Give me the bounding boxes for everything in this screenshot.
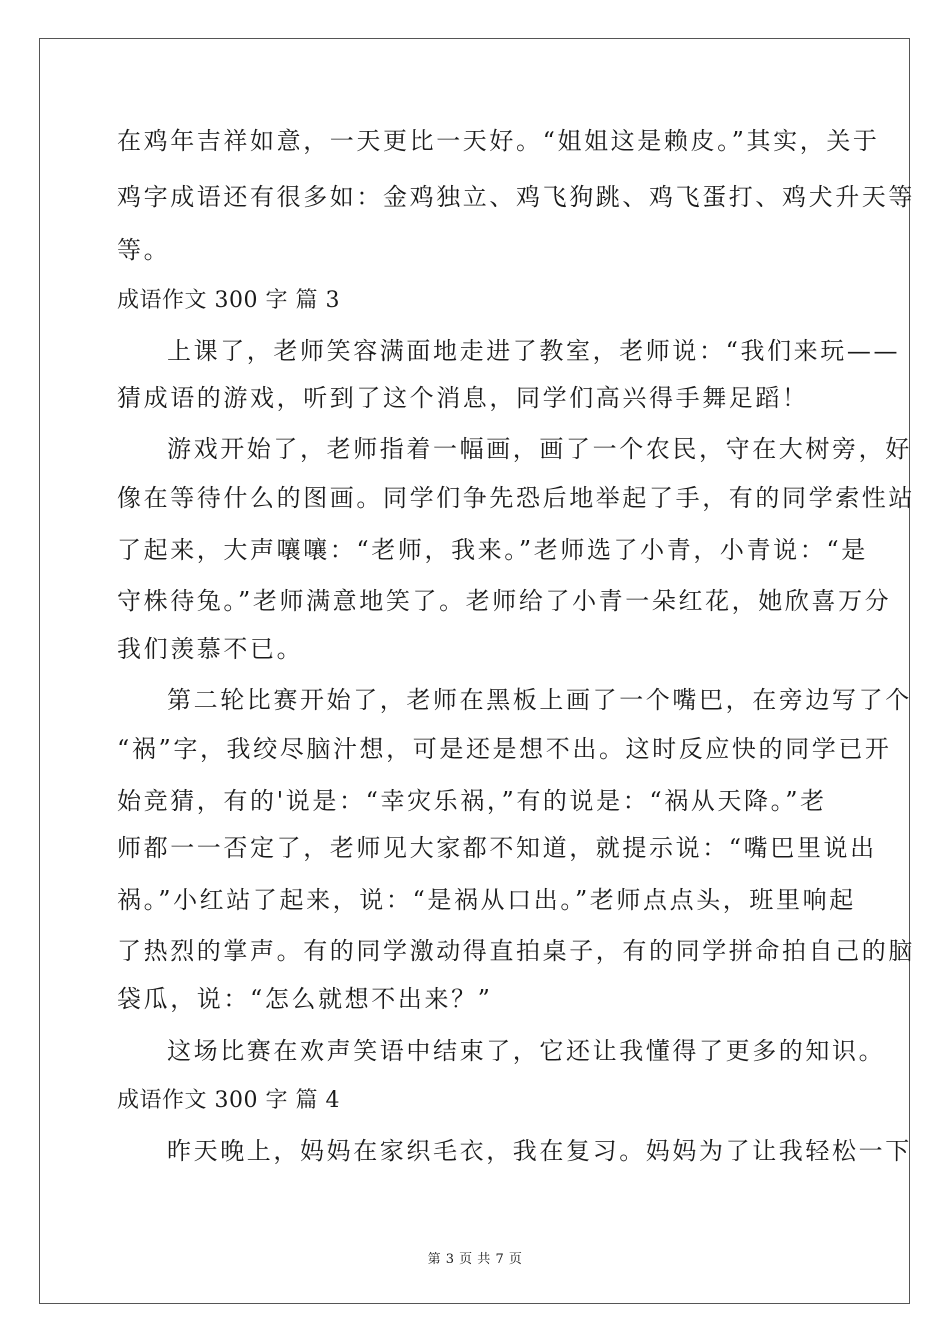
text-line: 昨天晚上，妈妈在家织毛衣，我在复习。妈妈为了让我轻松一下 [167,1137,912,1165]
text-line: 鸡字成语还有很多如：金鸡独立、鸡飞狗跳、鸡飞蛋打、鸡犬升天等 [117,183,915,211]
text-line: 这场比赛在欢声笑语中结束了，它还让我懂得了更多的知识。 [167,1037,886,1065]
text-line: 像在等待什么的图画。同学们争先恐后地举起了手，有的同学索性站 [117,484,915,512]
text-line: 等。 [117,236,171,264]
section-heading: 成语作文 300 字 篇 3 [117,288,340,313]
text-line: 上课了，老师笑容满面地走进了教室，老师说：“我们来玩—— [167,337,901,365]
page-number-footer: 第 3 页 共 7 页 [427,1252,523,1267]
text-line: 袋瓜，说：“怎么就想不出来？” [117,985,493,1013]
text-line: 第二轮比赛开始了，老师在黑板上画了一个嘴巴，在旁边写了个 [167,686,912,714]
text-line: “祸”字，我绞尽脑汁想，可是还是想不出。这时反应快的同学已开 [117,735,892,763]
text-line: 猜成语的游戏，听到了这个消息，同学们高兴得手舞足蹈！ [117,384,809,412]
section-heading: 成语作文 300 字 篇 4 [117,1088,340,1113]
text-line: 在鸡年吉祥如意，一天更比一天好。“姐姐这是赖皮。”其实，关于 [117,127,880,155]
text-line: 了热烈的掌声。有的同学激动得直拍桌子，有的同学拼命拍自己的脑 [117,937,915,965]
text-line: 了起来，大声嚷嚷：“老师，我来。”老师选了小青，小青说：“是 [117,536,868,564]
text-line: 始竞猜，有的'说是：“幸灾乐祸，”有的说是：“祸从天降。”老 [117,787,827,815]
text-line: 游戏开始了，老师指着一幅画，画了一个农民，守在大树旁，好 [167,435,912,463]
text-line: 师都一一否定了，老师见大家都不知道，就提示说：“嘴巴里说出 [117,834,877,862]
text-line: 我们羡慕不已。 [117,635,304,663]
text-line: 祸。”小红站了起来，说：“是祸从口出。”老师点点头，班里响起 [117,886,856,914]
text-line: 守株待兔。”老师满意地笑了。老师给了小青一朵红花，她欣喜万分 [117,587,892,615]
